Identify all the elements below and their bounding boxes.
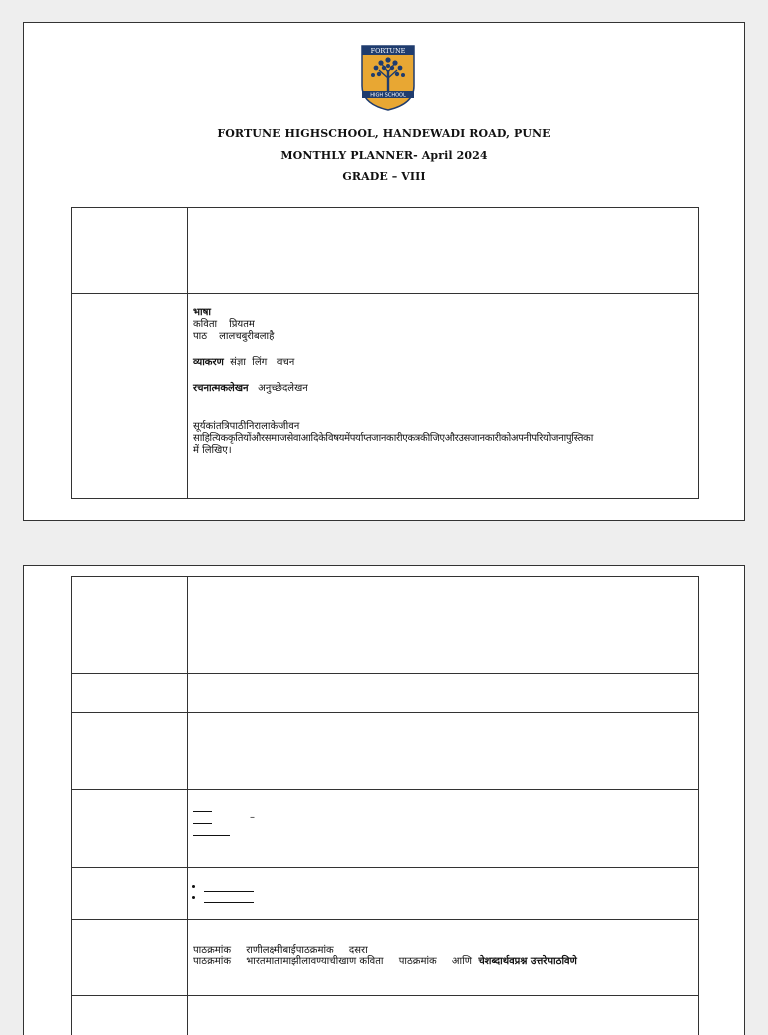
marathi-syllabus-cell	[188, 920, 699, 996]
table-cell	[188, 208, 699, 294]
table-row	[72, 920, 699, 996]
dash-text: –	[250, 812, 255, 823]
document-page-1	[23, 22, 745, 521]
lesson-value: भारतमातामाझीलावण्याचीखाण	[246, 956, 356, 967]
grade-label: GRADE – VIII	[24, 170, 744, 183]
bullet-cell	[188, 868, 699, 920]
blank-line	[204, 892, 254, 903]
writing-label: रचनात्मकलेखन	[193, 383, 249, 394]
lesson-value: दसरा	[349, 945, 368, 956]
lesson-label: पाठ	[193, 331, 207, 342]
table-cell	[72, 577, 188, 674]
project-text: साहित्यिककृतियोंऔरसमाजसेवाआदिकेविषयमेंपर्याप्तजानकारीएकत्रकीजिएऔरउसजानकारीकोअपनीपरियोजनापुस्तिका	[193, 433, 692, 445]
table-cell	[72, 674, 188, 713]
lesson-line	[193, 331, 692, 343]
table-row	[72, 674, 699, 713]
table-row	[72, 713, 699, 790]
planner-table-2	[71, 576, 699, 1035]
table-cell	[72, 790, 188, 868]
bullet-list	[191, 881, 692, 903]
table-cell	[72, 996, 188, 1035]
blank-line	[193, 801, 212, 812]
poem-line	[193, 319, 692, 331]
blank-line	[204, 881, 254, 892]
lesson-task: चेशब्दार्थवप्रश्न उत्तरेपाठविणे	[478, 956, 577, 967]
list-item	[204, 881, 692, 892]
table-cell	[72, 868, 188, 920]
writing-line	[193, 383, 692, 395]
table-cell	[188, 577, 699, 674]
document-page-2	[23, 565, 745, 1035]
lesson-value: कविता	[359, 956, 383, 967]
lesson-label: पाठक्रमांक	[193, 945, 231, 956]
planner-table-1	[71, 207, 699, 499]
project-text: में लिखिए।	[193, 445, 692, 457]
hindi-syllabus-cell	[188, 294, 699, 499]
blank-line	[193, 813, 212, 824]
lesson-line	[193, 956, 692, 967]
table-cell	[72, 713, 188, 790]
table-row	[72, 577, 699, 674]
table-row	[72, 868, 699, 920]
table-row	[72, 996, 699, 1035]
poem-value: प्रियतम	[229, 319, 255, 330]
logo-top-text: FORTUNE	[371, 47, 406, 55]
table-cell	[188, 674, 699, 713]
blank-line	[193, 825, 230, 836]
grammar-item: संज्ञा	[230, 357, 246, 368]
grammar-line	[193, 357, 692, 369]
grammar-item: लिंग	[252, 357, 267, 368]
language-heading: भाषा	[193, 307, 692, 319]
logo-bottom-text: HIGH SCHOOL	[370, 93, 406, 99]
lesson-line	[193, 945, 692, 956]
conjunction: आणि	[452, 956, 472, 967]
table-cell	[72, 920, 188, 996]
school-name: FORTUNE HIGHSCHOOL, HANDEWADI ROAD, PUNE	[24, 127, 744, 140]
lesson-label: पाठक्रमांक	[193, 956, 231, 967]
blank-lines-cell	[188, 790, 699, 868]
table-row	[72, 208, 699, 294]
grammar-label: व्याकरण	[193, 357, 224, 368]
lesson-label: पाठक्रमांक	[399, 956, 437, 967]
table-cell	[72, 294, 188, 499]
lesson-value: लालचबुरीबलाहै	[219, 331, 274, 342]
table-row	[72, 790, 699, 868]
table-cell	[188, 996, 699, 1035]
writing-value: अनुच्छेदलेखन	[258, 383, 308, 394]
grammar-item: वचन	[277, 357, 294, 368]
project-text: सूर्यकांतत्रिपाठीनिरालाकेजीवन	[193, 421, 692, 433]
table-row	[72, 294, 699, 499]
poem-label: कविता	[193, 319, 217, 330]
planner-title: MONTHLY PLANNER- April 2024	[24, 149, 744, 162]
table-cell	[188, 713, 699, 790]
school-logo	[360, 44, 416, 112]
table-cell	[72, 208, 188, 294]
lesson-value: राणीलक्ष्मीबाईपाठक्रमांक	[246, 945, 334, 956]
list-item	[204, 892, 692, 903]
